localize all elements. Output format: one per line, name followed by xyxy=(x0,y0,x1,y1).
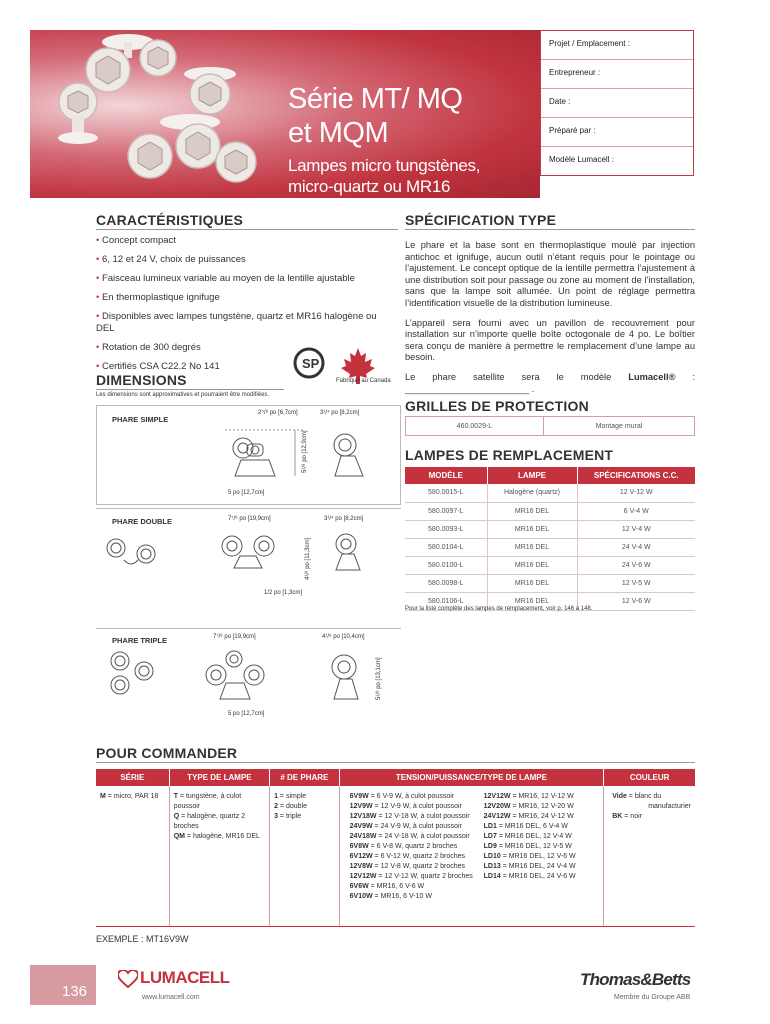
table-header: SÉRIE xyxy=(96,769,169,786)
divider xyxy=(405,229,695,230)
dimensions-note: Les dimensions sont approximatives et pourraient être modifiées. xyxy=(96,392,270,398)
table-cell: MR16 DEL xyxy=(487,502,577,520)
list-item: LD7 = MR16 DEL, 12 V-4 W xyxy=(483,833,572,840)
features-heading: CARACTÉRISTIQUES xyxy=(96,212,244,228)
table-header: TYPE DE LAMPE xyxy=(169,769,269,786)
lamps-note: Pour la liste complète des lampes de remplacement, voir p. 146 à 148. xyxy=(405,606,593,612)
divider xyxy=(96,508,401,509)
title-line-1: Série MT/ MQ xyxy=(288,83,463,115)
table-cell: Halogène (quartz) xyxy=(487,484,577,502)
spec-text xyxy=(405,240,695,403)
table-row xyxy=(405,574,695,592)
dimensions-heading: DIMENSIONS xyxy=(96,372,187,388)
table-row xyxy=(405,484,695,502)
list-item: BK = noir xyxy=(612,813,642,820)
page-title xyxy=(288,82,540,150)
list-item: 12V20W = MR16, 12 V-20 W xyxy=(483,803,574,810)
product-photo xyxy=(30,30,280,198)
table-header-row xyxy=(405,467,695,484)
spec-paragraph: Le phare et la base sont en thermoplastique moulé par injection antichoc et ignifuge, aucun outil n’étant requis pour le pointage ou l’ajustement. Le concept optique de la lentille permettra l’ajustement à une distribution soit pour passage ou zone au moment de l’installation, sans que la lampe soit allumée. Un point de réglage permettra l’identification visuelle de la distribution lumineuse. xyxy=(405,240,695,308)
page-subtitle xyxy=(288,155,540,197)
list-item: 12V12W = MR16, 12 V-12 W xyxy=(483,793,574,800)
spec-model-prefix: Le phare satellite sera le modèle xyxy=(405,371,612,382)
divider xyxy=(96,628,401,629)
table-row xyxy=(405,502,695,520)
list-item: 2 = double xyxy=(274,803,307,810)
list-item: • Disponibles avec lampes tungstène, quartz et MR16 halogène ou DEL xyxy=(96,311,386,335)
grilles-table xyxy=(405,416,695,436)
list-item: 24V12W = MR16, 24 V-12 W xyxy=(483,813,574,820)
table-cell: 460.0029-L xyxy=(406,417,544,436)
list-item: 12V8W = 12 V-8 W, quartz 2 broches xyxy=(349,863,466,870)
list-item: 24V18W = 24 V-18 W, à culot poussoir xyxy=(349,833,470,840)
table-header: # DE PHARE xyxy=(270,769,340,786)
form-field-contractor[interactable]: Entrepreneur : xyxy=(541,60,693,89)
list-item: 12V18W = 12 V-18 W, à culot poussoir xyxy=(349,813,470,820)
table-cell: 580.0100-L xyxy=(405,556,487,574)
divider xyxy=(96,762,695,763)
list-item: LD14 = MR16 DEL, 24 V-6 W xyxy=(483,873,576,880)
list-item: • En thermoplastique ignifuge xyxy=(96,292,386,304)
list-item: LD13 = MR16 DEL, 24 V-4 W xyxy=(483,863,576,870)
order-col-type xyxy=(169,786,269,926)
dimension-value: 3¹/⁴ po [8,2cm] xyxy=(320,410,360,416)
title-line-2: et MQM xyxy=(288,117,389,149)
order-col-serie xyxy=(96,786,169,926)
lumacell-heart-icon xyxy=(118,970,138,988)
table-cell: 580.0098-L xyxy=(405,574,487,592)
dimension-value: 5¹/⁸ po [13,1cm] xyxy=(376,657,382,700)
table-header: TENSION/PUISSANCE/TYPE DE LAMPE xyxy=(339,769,604,786)
dimension-value: 2⁵/⁸ po [6,7cm] xyxy=(258,410,298,416)
table-cell: 580.0104-L xyxy=(405,538,487,556)
dimension-value: 4¹/⁸ po [11,3cm] xyxy=(305,537,311,580)
tension-list-a xyxy=(350,792,484,902)
table-cell: 24 V-4 W xyxy=(577,538,695,556)
spec-paragraph-model xyxy=(405,372,695,395)
order-table xyxy=(96,769,695,926)
phare-double-drawing xyxy=(104,528,399,590)
page-number: 136 xyxy=(30,965,96,1005)
table-header: MODÈLE xyxy=(405,467,487,484)
lamps-table xyxy=(405,467,695,611)
list-item: 6V8W = 6 V-8 W, quartz 2 broches xyxy=(349,843,458,850)
table-cell: 580.0093-L xyxy=(405,520,487,538)
website-url: www.lumacell.com xyxy=(142,994,200,1001)
table-cell: 580.0097-L xyxy=(405,502,487,520)
list-item: 12V9W = 12 V-9 W, à culot poussoir xyxy=(349,803,462,810)
order-col-phare xyxy=(270,786,340,926)
table-cell: 12 V-4 W xyxy=(577,520,695,538)
list-item: 3 = triple xyxy=(274,813,302,820)
table-row xyxy=(406,417,695,436)
table-cell: 580.0015-L xyxy=(405,484,487,502)
table-row xyxy=(405,556,695,574)
spec-paragraph: L’appareil sera fourni avec un pavillon de recouvrement pour installation sur n’importe quelle boîte octogonale de 4 po. Le boîtier sera conçu de manière à permettre le remplacement d’une lampe au besoin. xyxy=(405,317,695,363)
table-cell: 6 V-4 W xyxy=(577,502,695,520)
dimension-value: 7⁷/⁸ po [19,9cm] xyxy=(213,634,256,640)
spec-heading: SPÉCIFICATION TYPE xyxy=(405,212,557,228)
table-header: COULEUR xyxy=(604,769,695,786)
table-cell: Montage mural xyxy=(544,417,695,436)
phare-simple-label: PHARE SIMPLE xyxy=(112,415,169,424)
table-cell: MR16 DEL xyxy=(487,556,577,574)
table-cell: MR16 DEL xyxy=(487,538,577,556)
list-item: • 6, 12 et 24 V, choix de puissances xyxy=(96,254,386,266)
list-item: 6V6W = MR16, 6 V-6 W xyxy=(349,883,425,890)
list-item: Vide = blanc du xyxy=(612,793,662,800)
list-item: • Certifiés CSA C22.2 No 141 xyxy=(96,361,386,373)
project-form xyxy=(540,30,694,176)
list-item: QM = halogène, MR16 DEL xyxy=(173,833,260,840)
form-field-date[interactable]: Date : xyxy=(541,89,693,118)
table-header: SPÉCIFICATIONS C.C. xyxy=(577,467,695,484)
dimension-value: 5¹/⁸ po [12,9cm] xyxy=(302,430,308,473)
dimension-value: 5 po [12,7cm] xyxy=(228,490,265,496)
list-item: T = tungstène, à culot poussoir xyxy=(173,793,242,810)
spec-model-blank[interactable]: : ________________________ . xyxy=(405,371,695,394)
dimension-value: 7⁷/⁸ po [19,9cm] xyxy=(228,516,271,522)
list-item: LD10 = MR16 DEL, 12 V-6 W xyxy=(483,853,576,860)
form-field-prepared-by[interactable]: Préparé par : xyxy=(541,118,693,147)
table-row xyxy=(405,520,695,538)
table-row xyxy=(96,786,695,926)
divider xyxy=(96,229,398,230)
phare-simple-drawing xyxy=(225,420,395,486)
list-item: M = micro, PAR 18 xyxy=(100,793,159,800)
form-field-project[interactable]: Projet / Emplacement : xyxy=(541,31,693,60)
table-header-row xyxy=(96,769,695,786)
list-item: 6V9W = 6 V-9 W, à culot poussoir xyxy=(349,793,455,800)
list-item: • Rotation de 300 degrés xyxy=(96,342,386,354)
table-cell: MR16 DEL xyxy=(487,520,577,538)
dimension-value: 4¹/⁸ po [10,4cm] xyxy=(322,634,365,640)
list-item: 12V12W = 12 V-12 W, quartz 2 broches xyxy=(349,873,473,880)
dimension-value: 3¹/⁴ po [8,2cm] xyxy=(324,516,364,522)
table-cell: 12 V-5 W xyxy=(577,574,695,592)
order-col-couleur xyxy=(604,786,695,926)
grilles-heading: GRILLES DE PROTECTION xyxy=(405,398,589,414)
divider xyxy=(96,389,284,390)
table-cell: 24 V-6 W xyxy=(577,556,695,574)
table-row xyxy=(405,538,695,556)
svg-text:SP: SP xyxy=(302,356,320,371)
subtitle-line-1: Lampes micro tungstènes, xyxy=(288,156,481,175)
list-item: 6V10W = MR16, 6 V-10 W xyxy=(349,893,432,900)
spec-model-brand: Lumacell® xyxy=(628,371,676,382)
tension-list-b xyxy=(484,792,576,902)
divider xyxy=(96,926,695,927)
list-item: LD9 = MR16 DEL, 12 V-5 W xyxy=(483,843,572,850)
list-item: • Concept compact xyxy=(96,235,386,247)
form-field-model[interactable]: Modèle Lumacell : xyxy=(549,155,614,164)
group-label: Membre du Groupe ABB xyxy=(614,994,691,1001)
list-item: 24V9W = 24 V-9 W, à culot poussoir xyxy=(349,823,462,830)
dimension-value: 5 po [12,7cm] xyxy=(228,711,265,717)
subtitle-line-2: micro-quartz ou MR16 xyxy=(288,177,451,196)
table-header: LAMPE xyxy=(487,467,577,484)
order-example: EXEMPLE : MT16V9W xyxy=(96,934,189,944)
phare-double-label: PHARE DOUBLE xyxy=(112,517,173,526)
lumacell-logo: LUMACELL xyxy=(140,968,230,987)
list-item: 1 = simple xyxy=(274,793,307,800)
hero-banner xyxy=(30,30,540,198)
table-cell: MR16 DEL xyxy=(487,574,577,592)
phare-triple-drawing xyxy=(104,645,394,707)
phare-triple-label: PHARE TRIPLE xyxy=(112,636,168,645)
table-cell: 12 V-12 W xyxy=(577,484,695,502)
thomas-betts-logo: Thomas&Betts xyxy=(580,970,691,989)
dimension-value: 1/2 po [1,3cm] xyxy=(264,590,303,596)
lamps-heading: LAMPES DE REMPLACEMENT xyxy=(405,447,614,463)
list-item: • Faisceau lumineux variable au moyen de la lentille ajustable xyxy=(96,273,386,285)
list-item: Q = halogène, quartz 2 broches xyxy=(173,813,246,830)
table-cell: 12 V-6 W xyxy=(577,592,695,610)
list-item: manufacturier xyxy=(648,803,691,810)
table-cell: 580.0106-L xyxy=(405,592,487,610)
list-item: LD1 = MR16 DEL, 6 V-4 W xyxy=(483,823,568,830)
order-heading: POUR COMMANDER xyxy=(96,745,238,761)
table-cell: MR16 DEL xyxy=(487,592,577,610)
made-in-canada-label: Fabriqué au Canada xyxy=(336,378,391,384)
list-item: 6V12W = 6 V-12 W, quartz 2 broches xyxy=(349,853,466,860)
order-col-tension xyxy=(339,786,604,926)
